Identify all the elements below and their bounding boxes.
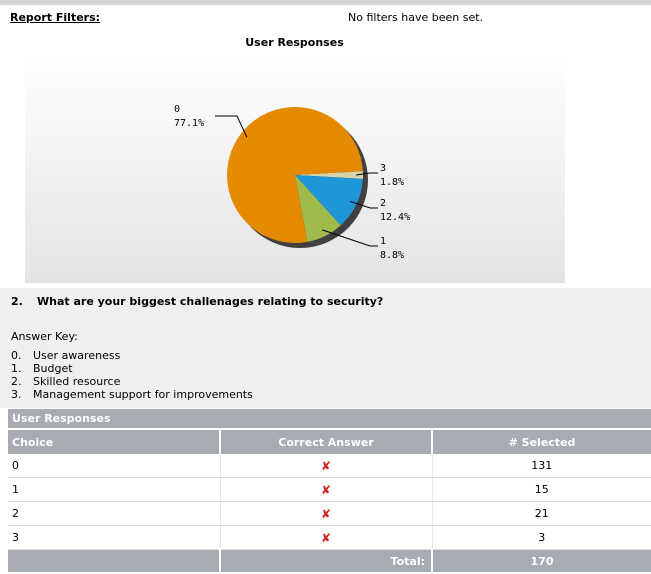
slice-label-2-percent: 12.4% [380, 212, 411, 223]
column-header-choice[interactable]: Choice [8, 429, 220, 454]
slice-label-3-percent: 1.8% [380, 177, 405, 188]
total-blank-cell [8, 550, 220, 573]
incorrect-x-icon: ✘ [320, 530, 332, 545]
answer-text: Skilled resource [33, 375, 121, 388]
answer-text: Management support for improvements [33, 388, 253, 401]
answer-key-label: Answer Key: [11, 330, 78, 343]
table-row [8, 478, 651, 502]
cell-choice: 0 [8, 454, 220, 478]
slice-label-0-name: 0 [174, 104, 181, 115]
answer-key-item [11, 362, 253, 375]
cell-correct [220, 502, 432, 526]
answer-key-item [11, 349, 253, 362]
cell-selected: 131 [432, 454, 651, 478]
slice-label-3-name: 3 [380, 163, 387, 174]
cell-correct [220, 526, 432, 550]
cell-correct [220, 478, 432, 502]
question-number: 2. [11, 295, 23, 308]
answer-key-item [11, 388, 253, 401]
pie-chart [25, 55, 565, 283]
slice-label-1-percent: 8.8% [380, 250, 405, 261]
cell-choice: 1 [8, 478, 220, 502]
column-header-correct-answer[interactable]: Correct Answer [220, 429, 432, 454]
cell-choice: 3 [8, 526, 220, 550]
slice-label-1-name: 1 [380, 236, 387, 247]
table-header-row [8, 429, 651, 454]
answer-key-list [11, 349, 253, 401]
total-label: Total: [220, 550, 432, 573]
chart-title: User Responses [245, 36, 344, 49]
table-row [8, 502, 651, 526]
answer-index: 3. [11, 388, 22, 401]
slice-label-0-percent: 77.1% [174, 118, 205, 129]
table-row [8, 454, 651, 478]
answer-index: 0. [11, 349, 22, 362]
answer-index: 2. [11, 375, 22, 388]
incorrect-x-icon: ✘ [320, 458, 332, 473]
cell-choice: 2 [8, 502, 220, 526]
answer-key-item [11, 375, 253, 388]
report-filters-label: Report Filters: [10, 11, 101, 24]
question-title [11, 295, 383, 308]
table-caption: User Responses [8, 409, 651, 429]
report-filters-value: No filters have been set. [348, 11, 484, 24]
answer-index: 1. [11, 362, 22, 375]
table-caption-row [8, 409, 651, 429]
user-responses-table [8, 409, 651, 572]
table-row [8, 526, 651, 550]
slice-label-2-name: 2 [380, 198, 387, 209]
incorrect-x-icon: ✘ [320, 482, 332, 497]
cell-selected: 21 [432, 502, 651, 526]
table-total-row [8, 550, 651, 573]
column-header-selected[interactable]: # Selected [432, 429, 651, 454]
incorrect-x-icon: ✘ [320, 506, 332, 521]
cell-selected: 15 [432, 478, 651, 502]
top-divider [0, 0, 651, 5]
pie-chart-svg [25, 55, 565, 283]
cell-correct [220, 454, 432, 478]
total-value: 170 [432, 550, 651, 573]
answer-text: Budget [33, 362, 73, 375]
question-text: What are your biggest challenages relating to security? [37, 295, 384, 308]
cell-selected: 3 [432, 526, 651, 550]
answer-text: User awareness [33, 349, 121, 362]
question-panel [0, 288, 651, 408]
